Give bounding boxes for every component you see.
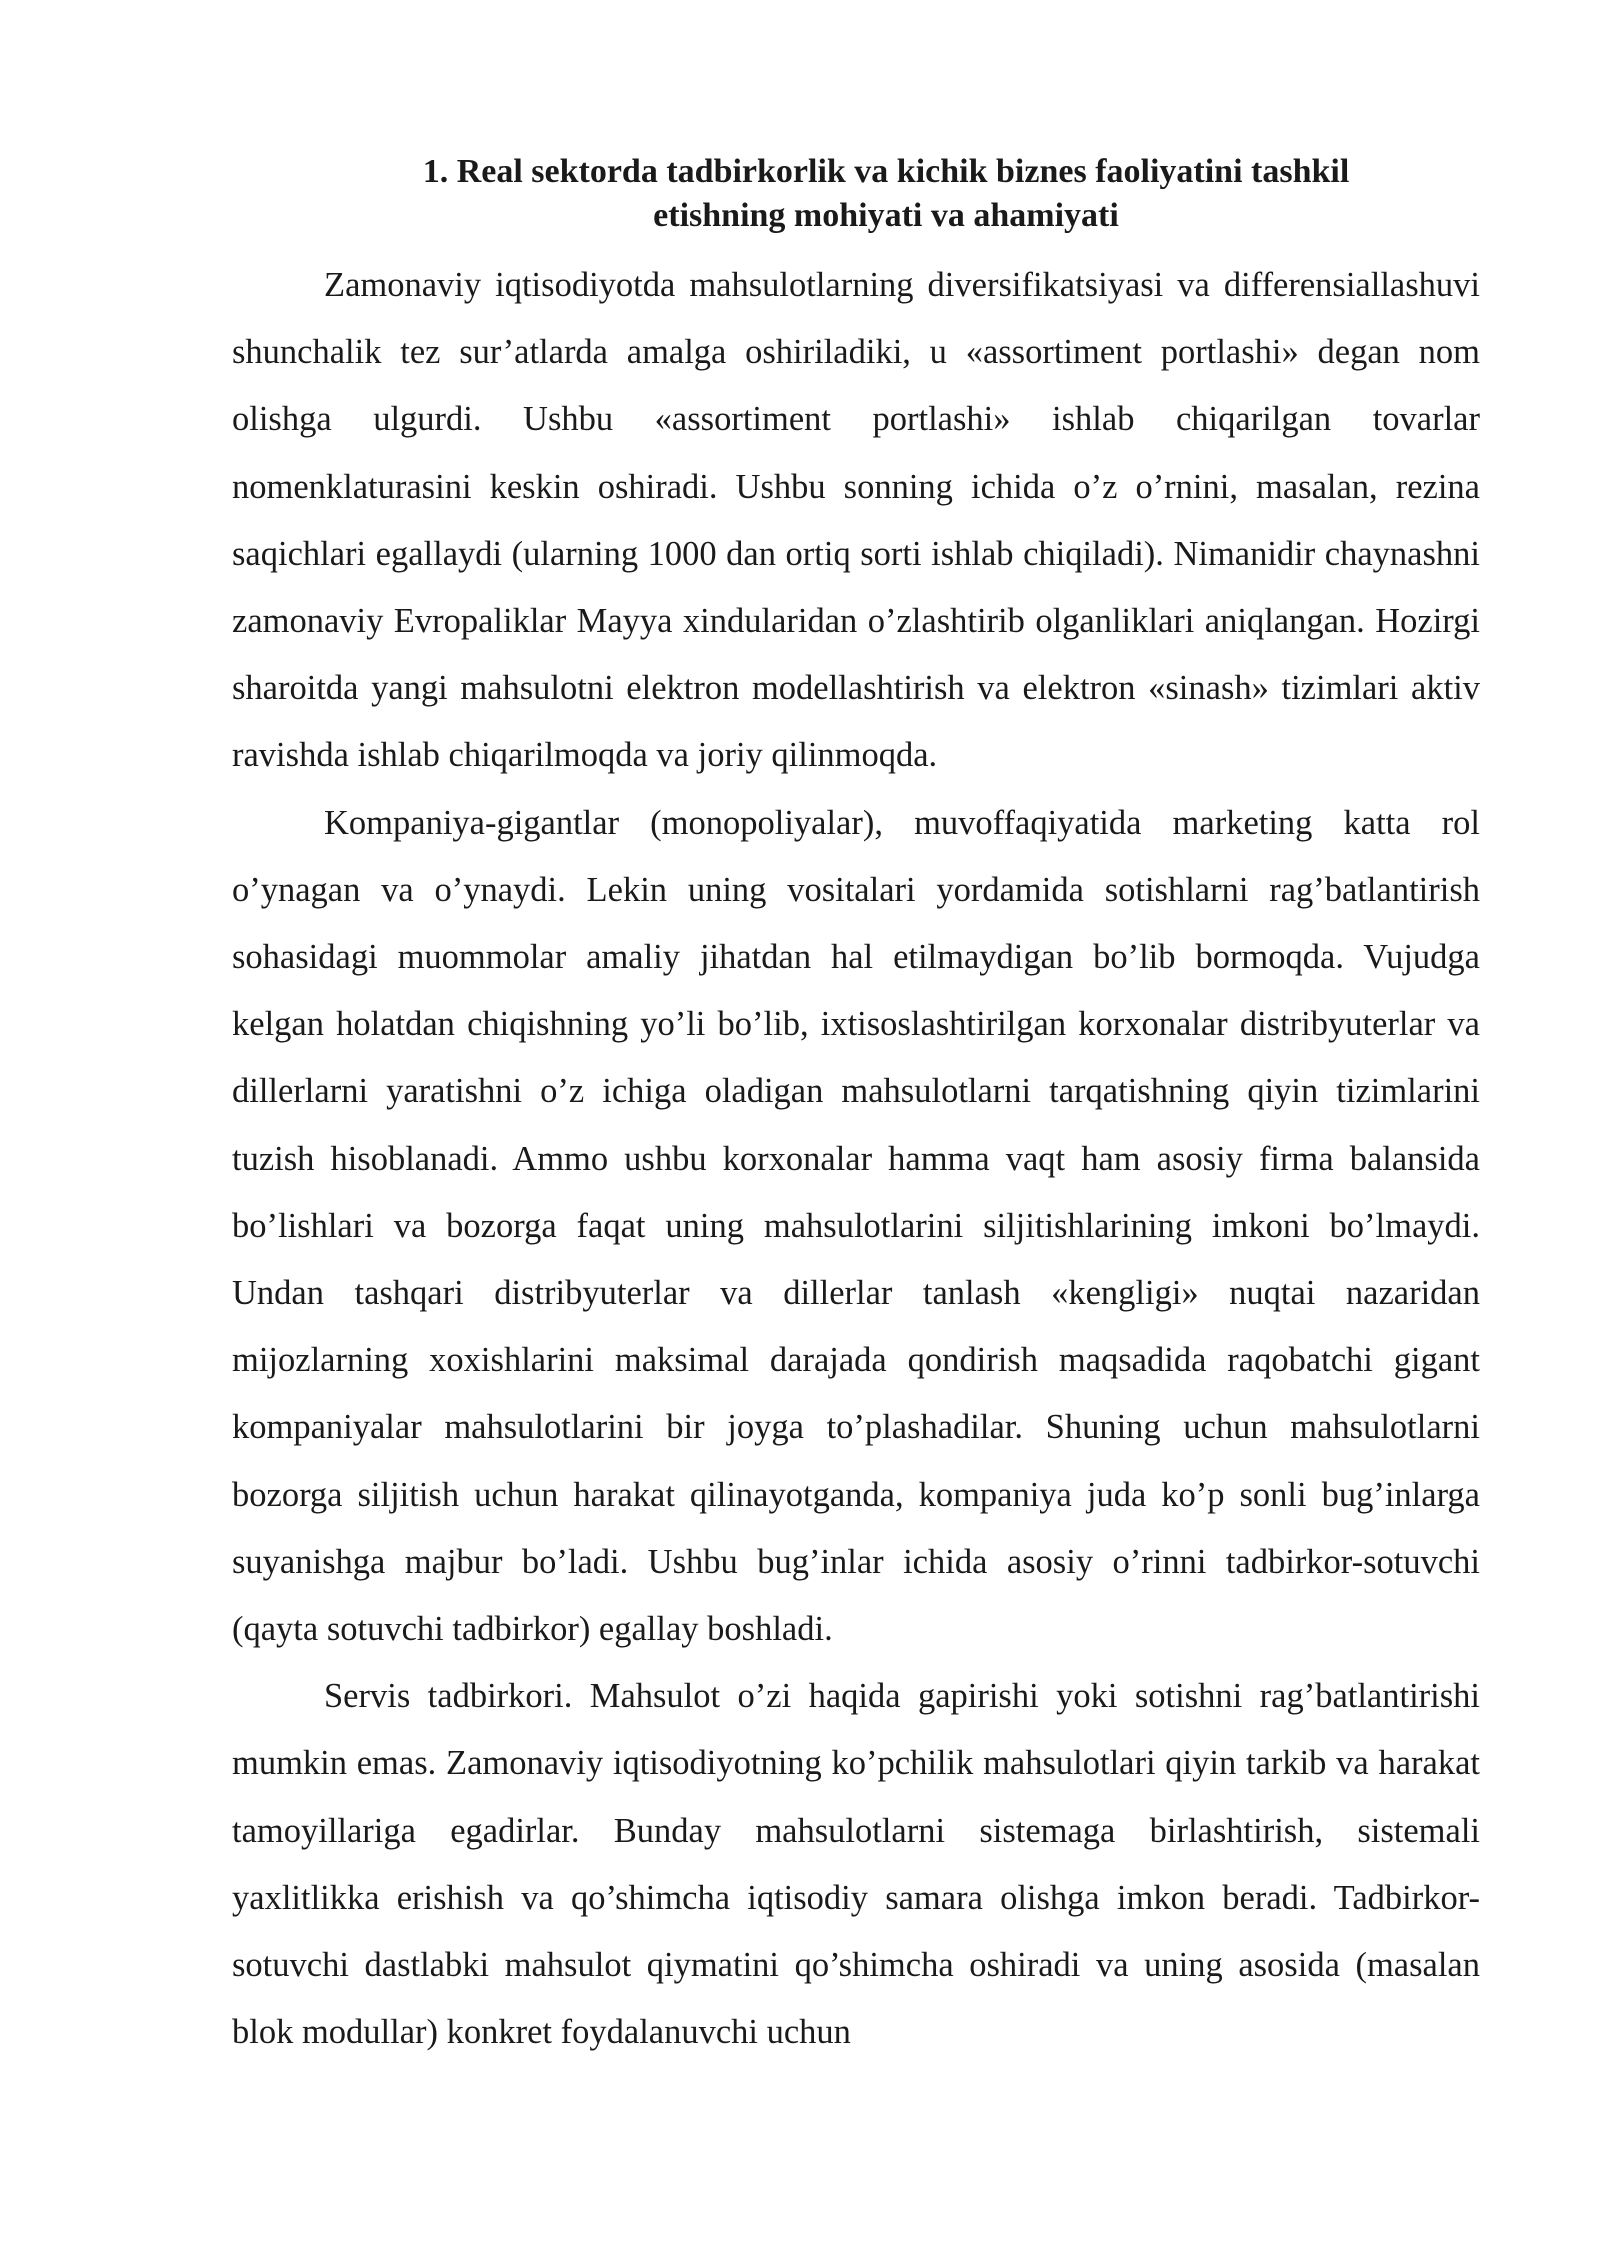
paragraph-2: Kompaniya-gigantlar (monopoliyalar), muvoffaqiyatida marketing katta rol o’ynagan va o’ynaydi. Lekin uning vositalari yordamida sotishlarni rag’batlantirish sohasidagi muommolar amaliy jihatdan hal etilmaydigan bo’lib bormoqda. Vujudga kelgan holatdan chiqishning yo’li bo’lib, ixtisoslashtirilgan korxonalar distribyuterlar va dillerlarni yaratishni o’z ichiga oladigan mahsulotlarni tarqatishning qiyin tizimlarini tuzish hisoblanadi. Ammo ushbu korxonalar hamma vaqt ham asosiy firma balansida bo’lishlari va bozorga faqat uning mahsulotlarini siljitishlarining imkoni bo’lmaydi. Undan tashqari distribyuterlar va dillerlar tanlash «kengligi» nuqtai nazaridan mijozlarning xoxishlarini maksimal darajada qondirish maqsadida raqobatchi gigant kompaniyalar mahsulotlarini bir joyga to’plashadilar. Shuning uchun mahsulotlarni bozorga siljitish uchun harakat qilinayotganda, kompaniya juda ko’p sonli bug’inlarga suyanishga majbur bo’ladi. Ushbu bug’inlar ichida asosiy o’rinni tadbirkor-sotuvchi (qayta sotuvchi tadbirkor) egallay boshladi. <box>232 803 1480 1649</box>
paragraph-1: Zamonaviy iqtisodiyotda mahsulotlarning diversifikatsiyasi va differensiallashuvi shunchalik tez sur’atlarda amalga oshiriladiki, u «assortiment portlashi» degan nom olishga ulgurdi. Ushbu «assortiment portlashi» ishlab chiqarilgan tovarlar nomenklaturasini keskin oshiradi. Ushbu sonning ichida o’z o’rnini, masalan, rezina saqichlari egallaydi (ularning 1000 dan ortiq sorti ishlab chiqiladi). Nimanidir chaynashni zamonaviy Evropaliklar Mayya xindularidan o’zlashtirib olganliklari aniqlangan. Hozirgi sharoitda yangi mahsulotni elektron modellashtirish va elektron «sinash» tizimlari aktiv ravishda ishlab chiqarilmoqda va joriy qilinmoqda. <box>232 266 1480 775</box>
section-title <box>232 150 1480 238</box>
paragraph-3: Servis tadbirkori. Mahsulot o’zi haqida gapirishi yoki sotishni rag’batlantirishi mumkin emas. Zamonaviy iqtisodiyotning ko’pchilik mahsulotlari qiyin tarkib va harakat tamoyillariga egadirlar. Bunday mahsulotlarni sistemaga birlashtirish, sistemali yaxlitlikka erishish va qo’shimcha iqtisodiy samara olishga imkon beradi. Tadbirkor-sotuvchi dastlabki mahsulot qiymatini qo’shimcha oshiradi va uning asosida (masalan blok modullar) konkret foydalanuvchi uchun <box>232 1677 1480 2052</box>
document-body <box>232 150 1480 2066</box>
section-title-line-2: etishning mohiyati va ahamiyati <box>653 197 1119 234</box>
section-title-line-1: 1. Real sektorda tadbirkorlik va kichik biznes faoliyatini tashkil <box>422 153 1350 190</box>
